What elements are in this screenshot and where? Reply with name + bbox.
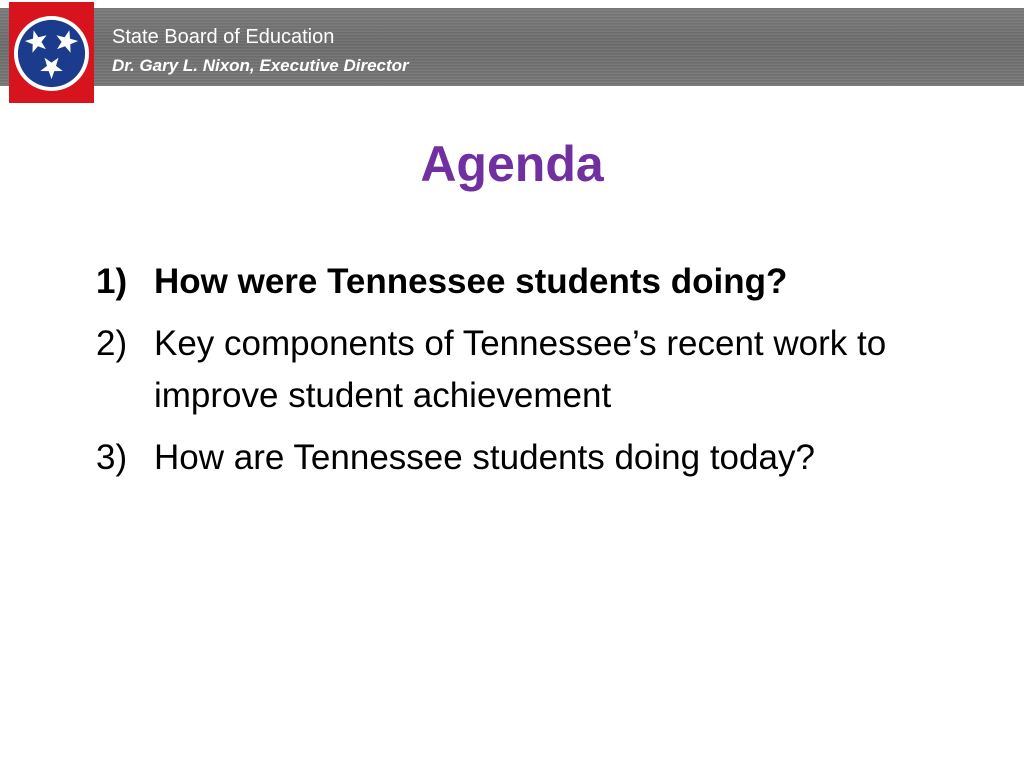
- agenda-item-3: [96, 432, 976, 484]
- agenda-item-number: 1): [96, 262, 128, 301]
- agenda-item-text: Key components of Tennessee’s recent work to improve student achievement: [154, 324, 887, 415]
- tennessee-flag-icon: [9, 2, 94, 103]
- agenda-list: [96, 256, 976, 494]
- agenda-item-1: [96, 256, 976, 308]
- agenda-item-text: How were Tennessee students doing?: [154, 262, 788, 301]
- agenda-item-number: 2): [96, 324, 128, 363]
- agenda-item-number: 3): [96, 438, 128, 477]
- org-name: State Board of Education: [112, 26, 335, 48]
- executive-director: Dr. Gary L. Nixon, Executive Director: [112, 56, 409, 75]
- slide-title: Agenda: [420, 136, 604, 192]
- tri-star-icon: [12, 14, 91, 93]
- agenda-item-2: [96, 318, 976, 422]
- agenda-item-text: How are Tennessee students doing today?: [154, 438, 815, 477]
- header-bar: [0, 8, 1024, 86]
